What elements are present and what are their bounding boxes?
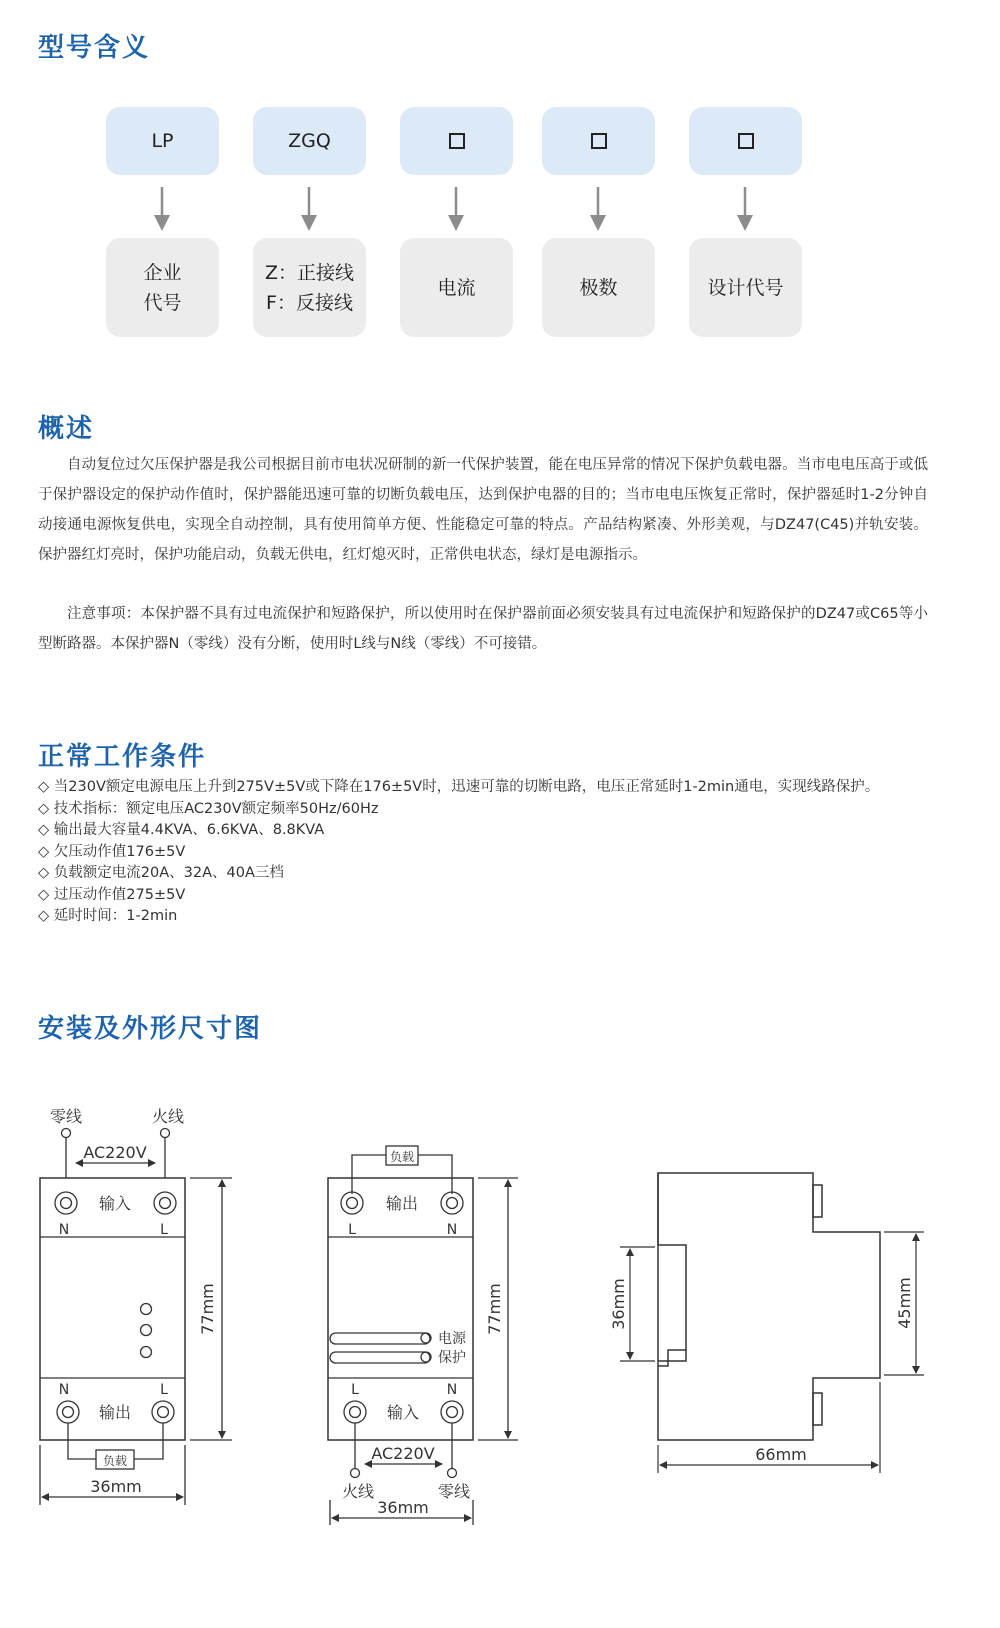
top-clip [813, 1185, 822, 1217]
output-label: 输出 [385, 1194, 419, 1213]
meaning-line: 电流 [437, 276, 476, 299]
live-label: 火线 [341, 1482, 375, 1501]
power-indicator-bar [330, 1333, 430, 1344]
section-title-overview: 概述 [38, 414, 95, 444]
width-label: 36mm [377, 1498, 429, 1517]
terminal-l-label: L [160, 1382, 168, 1398]
condition-item: ◇ 过压动作值275±5V [38, 885, 879, 907]
power-label: 电源 [438, 1331, 466, 1347]
notice-paragraph: 注意事项：本保护器不具有过电流保护和短路保护，所以使用时在保护器前面必须安装具有过电流保护和短路保护的DZ47或C65等小型断路器。本保护器N（零线）没有分断，使用时L线与N线（零线）不可接错。 [38, 606, 928, 652]
meaning-line: 企业 [143, 261, 182, 284]
terminal-n-label: N [58, 1222, 70, 1238]
terminal-n-label: N [58, 1382, 70, 1398]
height-36-label: 36mm [609, 1278, 628, 1330]
meaning-line: Z：正接线 [264, 261, 355, 284]
protect-indicator-bar [330, 1352, 430, 1363]
condition-item: ◇ 输出最大容量4.4KVA、6.6KVA、8.8KVA [38, 820, 879, 842]
code-box-lp: LP [106, 107, 219, 175]
terminal-l-label: L [348, 1222, 356, 1238]
voltage-label: AC220V [371, 1444, 435, 1463]
terminal-l-label: L [160, 1222, 168, 1238]
condition-item: ◇ 欠压动作值176±5V [38, 842, 879, 864]
neutral-label: 零线 [437, 1482, 471, 1501]
side-view-diagram [658, 1173, 880, 1440]
condition-item: ◇ 延时时间：1-2min [38, 906, 879, 928]
condition-item: ◇ 负载额定电流20A、32A、40A三档 [38, 863, 879, 885]
neutral-label: 零线 [49, 1107, 83, 1126]
section-title-conditions: 正常工作条件 [38, 742, 207, 772]
meaning-line: 极数 [579, 276, 618, 299]
section-title-model: 型号含义 [38, 33, 151, 63]
meaning-line: 设计代号 [707, 276, 784, 299]
meaning-line: 代号 [143, 291, 182, 314]
meaning-line: F：反接线 [266, 291, 353, 314]
terminal-l-label: L [351, 1382, 359, 1398]
width-label: 36mm [90, 1477, 142, 1496]
neutral-terminal-dot [62, 1129, 71, 1138]
load-label: 负载 [102, 1454, 128, 1468]
section-title-install: 安装及外形尺寸图 [38, 1014, 263, 1044]
height-label: 77mm [485, 1283, 504, 1335]
height-45-label: 45mm [895, 1277, 914, 1329]
voltage-label: AC220V [83, 1143, 147, 1162]
terminal-n-label: N [446, 1222, 458, 1238]
live-label: 火线 [151, 1107, 185, 1126]
protect-label: 保护 [438, 1350, 466, 1366]
output-label: 输出 [98, 1403, 132, 1422]
live-terminal-dot [161, 1129, 170, 1138]
overview-paragraph: 自动复位过欠压保护器是我公司根据目前市电状况研制的新一代保护装置，能在电压异常的情况下保护负载电器。当市电电压高于或低于保护器设定的保护动作值时，保护器能迅速可靠的切断负载电压，达到保护电器的目的；当市电电压恢复正常时，保护器延时1-2分钟自动接通电源恢复供电，实现全自动控制，具有使用简单方便、性能稳定可靠的特点。产品结构紧凑、外形美观，与DZ47(C45)并轨安装。保护器红灯亮时，保护功能启动，负载无供电，红灯熄灭时，正常供电状态，绿灯是电源指示。 [38, 457, 928, 563]
bottom-clip [813, 1393, 822, 1425]
condition-item: ◇ 当230V额定电源电压上升到275V±5V或下降在176±5V时，迅速可靠的切断电路，电压正常延时1-2min通电，实现线路保护。 [38, 777, 879, 799]
side-profile [658, 1173, 880, 1440]
condition-item: ◇ 技术指标：额定电压AC230V额定频率50Hz/60Hz [38, 799, 879, 821]
height-label: 77mm [198, 1283, 217, 1335]
input-label: 输入 [386, 1403, 420, 1422]
load-label: 负载 [389, 1150, 415, 1164]
code-box-zgq: ZGQ [253, 107, 366, 175]
width-66-label: 66mm [755, 1445, 807, 1464]
terminal-n-label: N [446, 1382, 458, 1398]
input-label: 输入 [98, 1194, 132, 1213]
